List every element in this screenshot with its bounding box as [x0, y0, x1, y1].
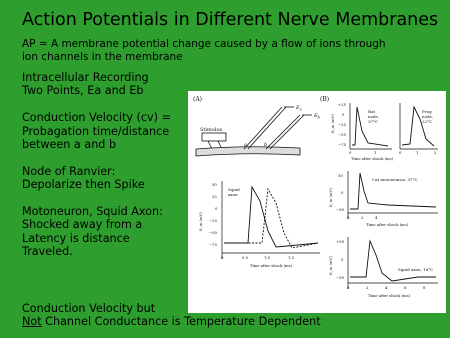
bullet-line: Conduction Velocity (cv) =	[22, 111, 171, 125]
rat-xlabel: Time after shock (ms)	[351, 156, 394, 161]
point-a-label: a	[244, 142, 247, 148]
rat-xtick: 0	[349, 150, 352, 155]
bullet-line: Latency is distance	[22, 231, 130, 245]
squid-xlabel: Time after shock (ms)	[250, 263, 293, 268]
squid16-ylabel: E_m (mV)	[328, 256, 333, 275]
rat-node-label: 37°C	[368, 119, 379, 124]
cat-ytick: 50	[338, 173, 343, 178]
panel-a-label: (A)	[193, 96, 203, 103]
cat-ytick: −50	[336, 207, 345, 212]
slide-subtitle	[22, 38, 402, 64]
squid-ytick: −50	[209, 230, 218, 235]
cat-motoneuron-label: Cat motoneuron, 37°C	[372, 177, 418, 182]
squid-ytick: −25	[209, 218, 218, 223]
bullet-line: Two Points, Ea and Eb	[22, 84, 144, 98]
rat-ytick: −75	[338, 142, 347, 147]
squid-xtick: 0	[221, 255, 224, 260]
squid16-xlabel: Time after shock (ms)	[368, 293, 411, 298]
rat-node-label: node,	[368, 114, 380, 119]
squid-xtick: 1.0	[264, 255, 271, 260]
cat-xtick: 4	[375, 215, 378, 220]
squid16-xtick: 8	[423, 285, 426, 290]
rat-ylabel: E_m (mV)	[330, 114, 335, 133]
recording-electrodes	[244, 107, 312, 149]
bullet-line: Traveled.	[22, 245, 73, 259]
stimulus-label: Stimulus	[200, 127, 223, 133]
rat-node-label: Rat	[368, 109, 376, 114]
squid16-xtick: 6	[404, 285, 407, 290]
squid-ylabel: E_m (mV)	[198, 212, 203, 231]
squid16-xtick: 4	[385, 285, 388, 290]
cat-xlabel: Time after shock (ms)	[366, 222, 409, 227]
frog-xtick: 1	[416, 150, 419, 155]
squid-ytick: 50	[212, 182, 217, 187]
figure-svg	[188, 91, 446, 313]
bullet-line: Probagation time/distance	[22, 124, 170, 138]
point-b-label: b	[264, 142, 268, 148]
squid16-ytick: +50	[336, 239, 345, 244]
squid-ytick: 0	[215, 206, 218, 211]
frog-node-label: node,	[422, 114, 434, 119]
frog-node-label: 22°C	[422, 119, 433, 124]
frog-xtick: 2	[434, 150, 437, 155]
squid-axon-trace-b	[224, 189, 318, 248]
slide-title: Action Potentials in Different Nerve Membranes	[22, 10, 439, 30]
squid-axon-label: Squid	[228, 187, 240, 192]
electrode-b-label: $E_b$	[314, 113, 320, 120]
stimulus-electrode	[202, 133, 226, 149]
bullet-line: Node of Ranvier:	[22, 164, 116, 178]
bullet-line: between a and b	[22, 138, 117, 152]
squid16-ytick: 0	[341, 257, 344, 262]
rat-ytick: −25	[338, 122, 347, 127]
rat-xtick: 1	[374, 150, 377, 155]
cat-motoneuron-plot	[328, 171, 438, 227]
squid16-trace	[350, 241, 436, 281]
action-potential-figure	[188, 91, 446, 313]
squid-ytick: 25	[212, 194, 217, 199]
bullet-line: Depolarize then Spike	[22, 178, 145, 192]
squid-axon-16c-plot	[328, 237, 438, 298]
axon-drawing	[196, 147, 300, 156]
squid16-xtick: 0	[347, 285, 350, 290]
footer-line: Conduction Velocity but	[22, 302, 156, 315]
bullet-line: Intracellular Recording	[22, 71, 149, 84]
electrode-a-label: $E_a$	[296, 105, 302, 112]
squid-xtick: 0.5	[242, 255, 249, 260]
bullet-line: Motoneuron, Squid Axon:	[22, 205, 163, 219]
squid-axon-plot	[198, 181, 320, 268]
footer-underlined-word: Not	[22, 315, 42, 329]
squid16-xtick: 2	[366, 285, 369, 290]
footer-line	[22, 315, 442, 328]
subtitle-line: ion channels in the membrane	[22, 51, 183, 63]
squid16-label: Squid axon, 16°C	[398, 267, 434, 272]
squid16-ytick: −50	[336, 275, 345, 280]
panel-b-label: (B)	[320, 96, 330, 103]
squid-xtick: 1.5	[288, 255, 295, 260]
cat-ytick: 0	[341, 190, 344, 195]
rat-frog-node-plot	[330, 102, 438, 161]
frog-node-label: Frog	[422, 109, 432, 114]
bullet-line: Shocked away from a	[22, 218, 143, 232]
squid-axon-trace-a	[224, 187, 318, 247]
cat-xtick: 0	[347, 215, 350, 220]
cat-ylabel: E_m (mV)	[328, 188, 333, 207]
frog-xtick: 0	[399, 150, 402, 155]
rat-ytick: +25	[338, 102, 347, 107]
squid-axon-label: axon	[228, 192, 238, 197]
rat-ytick: −50	[338, 132, 347, 137]
subtitle-line: AP = A membrane potential change caused by a flow of ions through	[22, 38, 386, 50]
rat-ytick: 0	[342, 112, 345, 117]
footer-line-rest: Channel Conductance is Temperature Dependent	[41, 315, 321, 329]
cat-xtick: 2	[361, 215, 364, 220]
squid-ytick: −75	[209, 242, 218, 247]
